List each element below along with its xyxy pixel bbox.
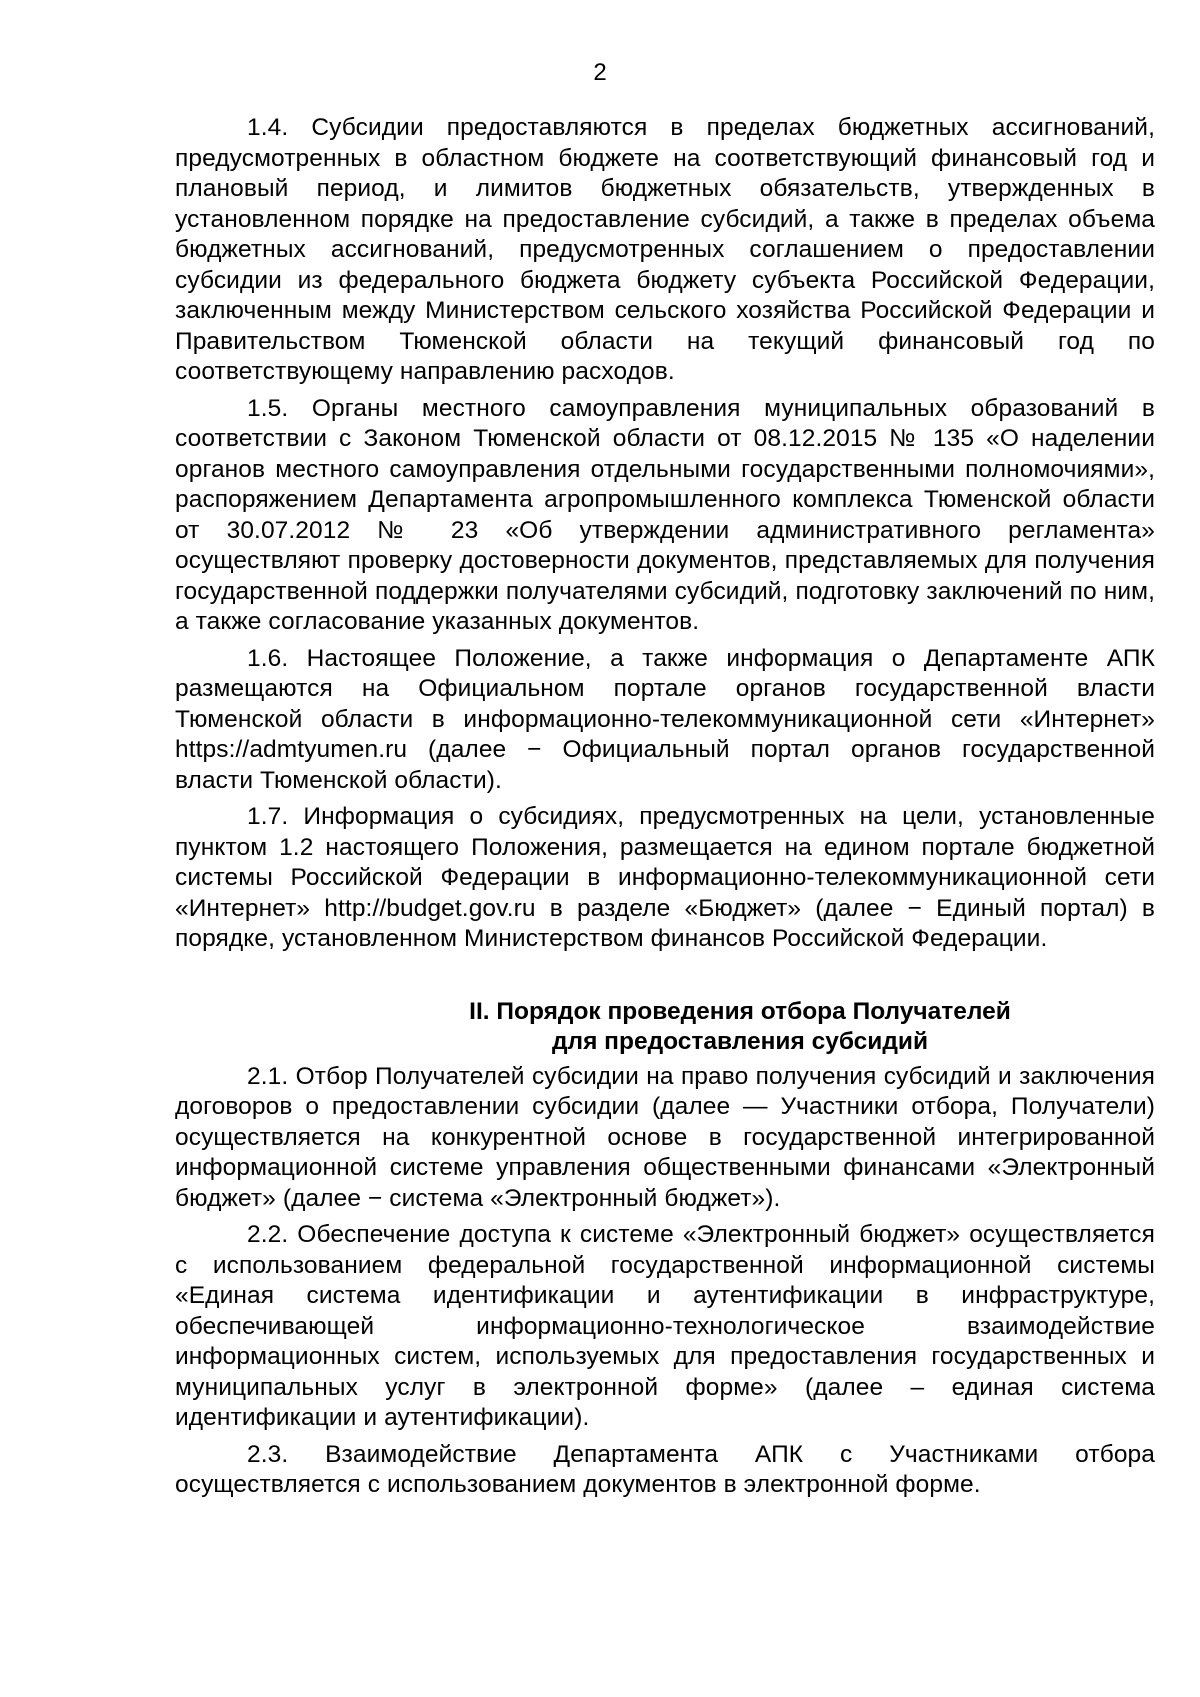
- section-heading: [175, 997, 1155, 1058]
- document-body: [175, 113, 1155, 1507]
- paragraph-1-5: 1.5. Органы местного самоуправления муниципальных образований в соответствии с Законом Тюменской области от 08.12.2015 № 135 «О наделении органов местного самоуправления отдельными государственными полномочиями», распоряжением Департамента агропромышленного комплекса Тюменской области от 30.07.2012 № 23 «Об утверждении административного регламента» осуществляют проверку достоверности документов, представляемых для получения государственной поддержки получателями субсидий, подготовку заключений по ним, а также согласование указанных документов.: [175, 394, 1155, 635]
- paragraph-2-2: 2.2. Обеспечение доступа к системе «Электронный бюджет» осуществляется с использованием федеральной государственной информационной системы «Единая система идентификации и аутентификации в инфраструктуре, обеспечивающей информационно-технологическое взаимодействие информационных систем, используемых для предоставления государственных и муниципальных услуг в электронной форме» (далее – единая система идентификации и аутентификации).: [175, 1221, 1155, 1431]
- paragraph-1-7: 1.7. Информация о субсидиях, предусмотренных на цели, установленные пунктом 1.2 настоящего Положения, размещается на едином портале бюджетной системы Российской Федерации в информационно-телекоммуникационной сети «Интернет» http://budget.gov.ru в разделе «Бюджет» (далее − Единый портал) в порядке, установленном Министерством финансов Российской Федерации.: [175, 803, 1155, 952]
- paragraph-2-1: 2.1. Отбор Получателей субсидии на право получения субсидий и заключения договоров о предоставлении субсидии (далее — Участники отбора, Получатели) осуществляется на конкурентной основе в государственной интегрированной информационной системе управления общественными финансами «Электронный бюджет» (далее − система «Электронный бюджет»).: [175, 1062, 1155, 1212]
- paragraph-1-6: 1.6. Настоящее Положение, а также информация о Департаменте АПК размещаются на Официальном портале органов государственной власти Тюменской области в информационно-телекоммуникационной сети «Интернет» https://admtyumen.ru (далее − Официальный портал органов государственной власти Тюменской области).: [175, 644, 1155, 794]
- paragraph-1-4: 1.4. Субсидии предоставляются в пределах бюджетных ассигнований, предусмотренных в областном бюджете на соответствующий финансовый год и плановый период, и лимитов бюджетных обязательств, утвержденных в установленном порядке на предоставление субсидий, а также в пределах объема бюджетных ассигнований, предусмотренных соглашением о предоставлении субсидии из федерального бюджета бюджету субъекта Российской Федерации, заключенным между Министерством сельского хозяйства Российской Федерации и Правительством Тюменской области на текущий финансовый год по соответствующему направлению расходов.: [175, 114, 1155, 385]
- section-heading-line-2: для предоставления субсидий: [551, 1028, 929, 1055]
- page-number: 2: [593, 59, 607, 86]
- section-heading-line-1: II. Порядок проведения отбора Получателей: [469, 997, 1011, 1025]
- paragraph-2-3: 2.3. Взаимодействие Департамента АПК с Участниками отбора осуществляется с использованием документов в электронной форме.: [175, 1440, 1155, 1498]
